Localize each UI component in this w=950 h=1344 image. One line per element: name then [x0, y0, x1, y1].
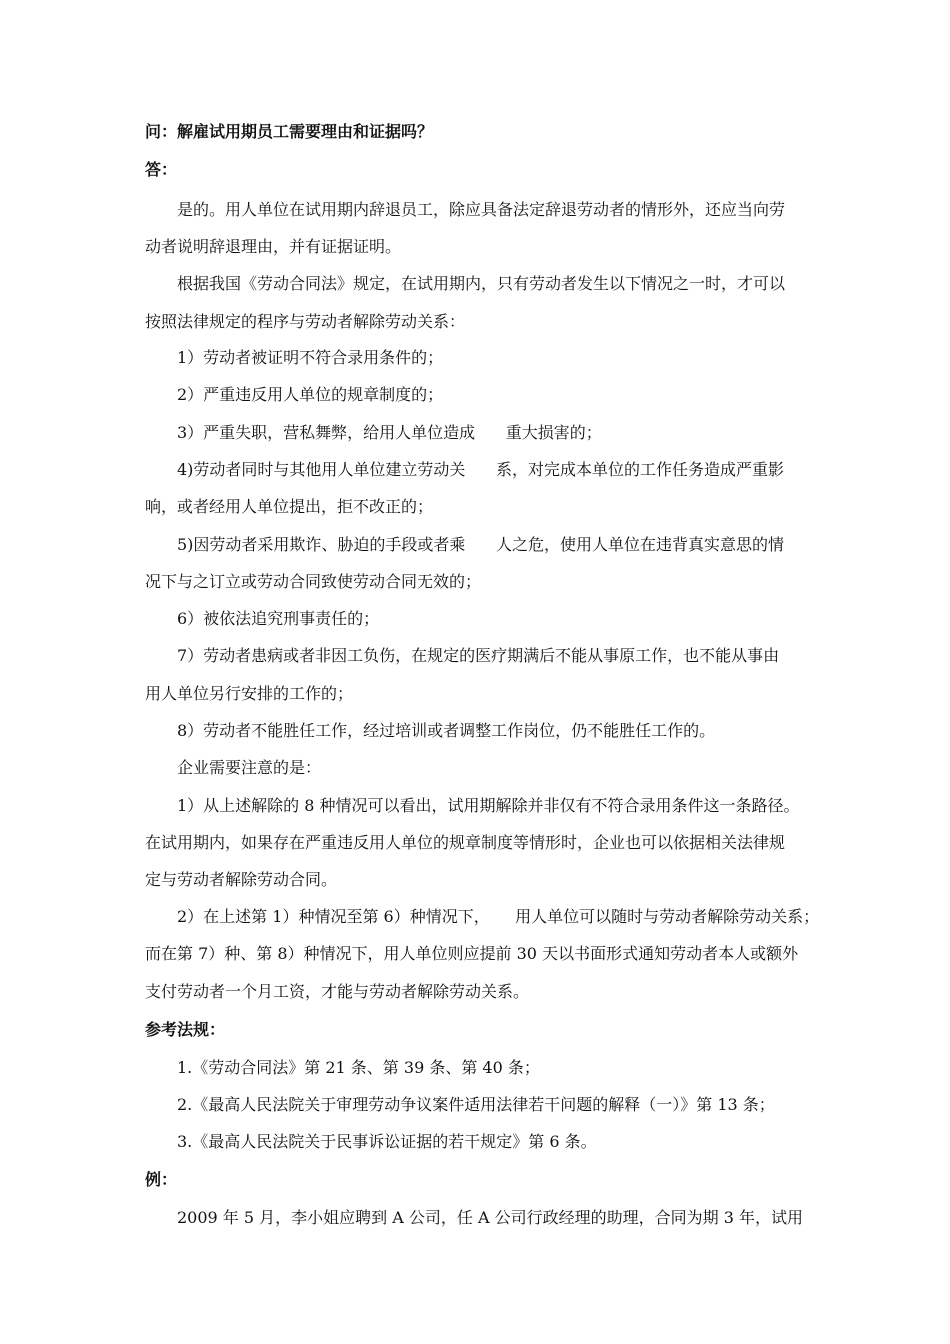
paragraph-line: 根据我国《劳动合同法》规定，在试用期内，只有劳动者发生以下情况之一时，才可以: [177, 274, 786, 293]
list-item: 6）被依法追究刑事责任的；: [177, 609, 380, 628]
note-line: 而在第 7）种、第 8）种情况下，用人单位则应提前 30 天以书面形式通知劳动者本人或额外: [145, 944, 799, 963]
list-item: 7）劳动者患病或者非因工负伤，在规定的医疗期满后不能从事原工作，也不能从事由: [177, 646, 780, 665]
reference-item: 1.《劳动合同法》第 21 条、第 39 条、第 40 条；: [177, 1058, 540, 1077]
list-item: 响，或者经用人单位提出，拒不改正的；: [145, 497, 434, 516]
references-heading: 参考法规：: [145, 1020, 226, 1039]
reference-item: 3.《最高人民法院关于民事诉讼证据的若干规定》第 6 条。: [177, 1132, 597, 1151]
paragraph-line: 按照法律规定的程序与劳动者解除劳动关系：: [145, 312, 466, 331]
example-line: 2009 年 5 月，李小姐应聘到 A 公司，任 A 公司行政经理的助理，合同为期 3 年，试用: [177, 1208, 803, 1227]
list-item: 1）劳动者被证明不符合录用条件的；: [177, 348, 444, 367]
list-item: 况下与之订立或劳动合同致使劳动合同无效的；: [145, 572, 482, 591]
paragraph-line: 动者说明辞退理由，并有证据证明。: [145, 237, 402, 256]
question-heading: 问：解雇试用期员工需要理由和证据吗？: [145, 122, 434, 141]
note-line: 1）从上述解除的 8 种情况可以看出，试用期解除并非仅有不符合录用条件这一条路径。: [177, 796, 800, 815]
example-heading: 例：: [145, 1170, 178, 1189]
note-line: 支付劳动者一个月工资，才能与劳动者解除劳动关系。: [145, 982, 530, 1001]
list-item: 用人单位另行安排的工作的；: [145, 684, 354, 703]
note-line: 在试用期内，如果存在严重违反用人单位的规章制度等情形时，企业也可以依据相关法律规: [145, 833, 786, 852]
note-line: 定与劳动者解除劳动合同。: [145, 870, 338, 889]
list-item: 2）严重违反用人单位的规章制度的；: [177, 385, 444, 404]
note-intro: 企业需要注意的是：: [177, 758, 322, 777]
reference-item: 2.《最高人民法院关于审理劳动争议案件适用法律若干问题的解释（一）》第 13 条；: [177, 1095, 775, 1114]
list-item: 5)因劳动者采用欺诈、胁迫的手段或者乘 人之危，使用人单位在违背真实意思的情: [177, 535, 784, 554]
list-item: 8）劳动者不能胜任工作，经过培训或者调整工作岗位，仍不能胜任工作的。: [177, 721, 716, 740]
note-line: 2）在上述第 1）种情况至第 6）种情况下， 用人单位可以随时与劳动者解除劳动关系；: [177, 907, 820, 926]
answer-heading: 答：: [145, 160, 178, 179]
paragraph-line: 是的。用人单位在试用期内辞退员工，除应具备法定辞退劳动者的情形外，还应当向劳: [177, 200, 786, 219]
list-item: 4)劳动者同时与其他用人单位建立劳动关 系，对完成本单位的工作任务造成严重影: [177, 460, 784, 479]
list-item: 3）严重失职，营私舞弊，给用人单位造成 重大损害的；: [177, 423, 602, 442]
